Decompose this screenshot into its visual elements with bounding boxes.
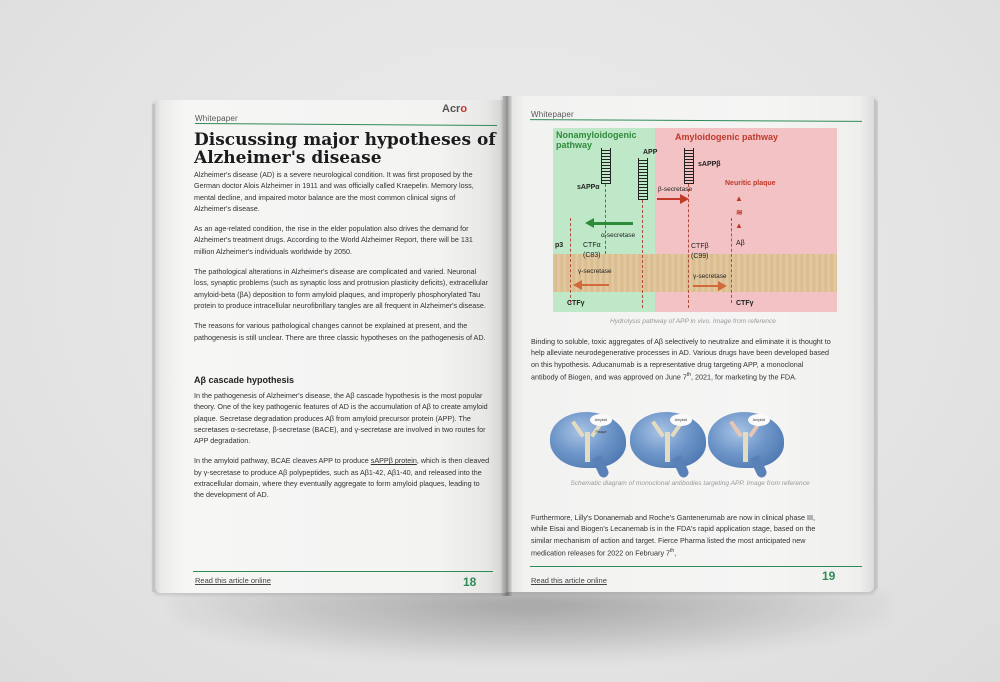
sappa-strand [605, 184, 607, 254]
gamma-secretase-left-arrow [581, 284, 609, 286]
book-gutter [500, 96, 512, 596]
page-number-left: 18 [463, 575, 477, 589]
paragraph: The reasons for various pathological changes cannot be explained at present, and the pathogenesis is still unclear. There are three classic hypotheses on the pathogenesis of AD. [194, 321, 486, 342]
brain-label: Amyloid [670, 414, 692, 426]
brains-caption: Schematic diagram of monoclonal antibodies targeting APP. Image from reference [570, 480, 810, 487]
sappb-coil [684, 148, 694, 184]
app-coil [638, 158, 648, 200]
brain-label: Amyloid Plaque [590, 414, 612, 426]
page-number-right: 19 [822, 569, 836, 583]
p3-strand [570, 218, 572, 303]
app-label: APP [643, 149, 658, 156]
fibril-icon: ≋ [736, 208, 743, 217]
amyloidogenic-title: Amyloidogenic pathway [675, 132, 779, 142]
paragraph: Furthermore, Lilly's Donanemab and Roche's Gantenerumab are now in clinical phase III, while Eisai and Biogen's Lecanemab is in the FDA's rapid application stage, based on the similar mechanism of action and target. Fierce Pharma listed the most anticipated new medication releases for 2022 on February 7th, [531, 513, 816, 558]
running-head-right: Whitepaper [531, 110, 574, 119]
app-strand [642, 200, 644, 308]
beta-secretase-label: β-secretase [658, 186, 693, 193]
sappb-label: sAPPβ [698, 161, 721, 168]
nonamyloidogenic-title: Nonamyloidogenic pathway [556, 130, 637, 150]
alpha-secretase-arrow [593, 222, 633, 225]
c99-label: (C99) [691, 253, 709, 260]
paragraph: In the pathogenesis of Alzheimer's disease, the Aβ cascade hypothesis is the most popular theory. One of the key pathogenic features of AD is the accumulation of Aβ to create amyloid plaque. Secretase degradation produces Aβ from amyloid precursor protein (APP). The secretases α-secretase, β-secretase (BACE), and γ-secretase are involved in two routes for APP degradation. [194, 391, 488, 446]
p3-label: p3 [555, 242, 564, 249]
alpha-secretase-label: α-secretase [601, 232, 636, 239]
beta-secretase-arrow [657, 198, 681, 200]
paragraph: In the amyloid pathway, BCAE cleaves APP to produce sAPPβ protein, which is then cleaved by γ-secretase to produce Aβ polypeptides, such as Aβ1-42, Aβ1-40, and released into the extracellular domain, where they eventually aggregate to form amyloid plaques, leading to the development of AD. [194, 456, 490, 500]
section-heading: Aβ cascade hypothesis [194, 375, 295, 385]
paragraph: The pathological alterations in Alzheimer's disease are complicated and varied. Neuronal loss, synaptic problems (such as synaptic loss and protrusion plasticity deficits), extracellular amyloid-beta (βA) deposition to form amyloid plaques, and improperly phosphorylated Tau protein to produce intracellular neurofibrillary tangles are all frequent in Alzheimer's disease. [194, 267, 489, 310]
brain-illustration [708, 412, 784, 468]
acro-logo: Acro [442, 103, 468, 115]
app-pathway-diagram [553, 128, 837, 312]
abeta-strand [731, 218, 733, 303]
ctfb-label: CTFβ [691, 243, 709, 250]
footer-rule-right [530, 566, 862, 567]
neuritic-plaque-label: Neuritic plaque [725, 180, 776, 187]
gamma-secretase-left-label: γ-secretase [578, 268, 612, 275]
read-online-link-right[interactable]: Read this article online [531, 576, 607, 585]
book-shadow [170, 590, 890, 660]
brain-illustration [550, 412, 626, 468]
antibody-brain-illustrations [550, 408, 790, 488]
running-head-left: Whitepaper [195, 114, 238, 123]
plaque-arrow-icon: ▲ [735, 194, 743, 203]
ctfg-left-label: CTFγ [567, 300, 585, 307]
pipeline-text [531, 512, 831, 568]
ctfa-label: CTFα [583, 242, 601, 249]
aducanumab-text [531, 336, 831, 392]
paragraph: Binding to soluble, toxic aggregates of Aβ selectively to neutralize and eliminate it is thought to help alleviate neurodegenerative processes in AD. Various drugs have been developed based on this hypothesis. Aducanumab is a representative drug targeting APP, a monoclonal antibody of Biogen, and was approved on June 7th, 2021, for marketing by the FDA. [531, 337, 831, 382]
brain-label: Amyloid [748, 414, 770, 426]
ctfg-right-label: CTFγ [736, 300, 754, 307]
abeta-label: Aβ [736, 240, 745, 247]
read-online-link-left[interactable]: Read this article online [195, 576, 271, 585]
diagram-caption: Hydrolysis pathway of APP in vivo. Image from reference [610, 318, 776, 325]
sappb-protein-link[interactable]: sAPPβ protein [370, 456, 417, 466]
gamma-secretase-right-arrow [693, 285, 719, 287]
intro-text [194, 169, 490, 352]
gamma-secretase-right-label: γ-secretase [693, 273, 727, 280]
plaque-arrow-icon: ▲ [735, 221, 743, 230]
brain-illustration [630, 412, 706, 468]
footer-rule-left [193, 571, 493, 572]
sappa-coil [601, 148, 611, 184]
paragraph: Alzheimer's disease (AD) is a severe neurological condition. It was first proposed by the German doctor Alois Alzheimer in 1911 and was officially called Kraepelin. Memory loss, mental decline, and impaired motor balance are the most common clinical signs of Alzheimer's disease. [194, 170, 474, 213]
paragraph: As an age-related condition, the rise in the elder population also drives the demand for Alzheimer's treatment drugs. According to the World Alzheimer Report, there will be 131 million Alzheimer's individuals worldwide by 2050. [194, 224, 473, 256]
section-text [194, 390, 490, 510]
page-title: Discussing major hypotheses of Alzheimer's disease [194, 130, 496, 168]
c83-label: (C83) [583, 252, 601, 259]
sappa-label: sAPPα [577, 184, 600, 191]
